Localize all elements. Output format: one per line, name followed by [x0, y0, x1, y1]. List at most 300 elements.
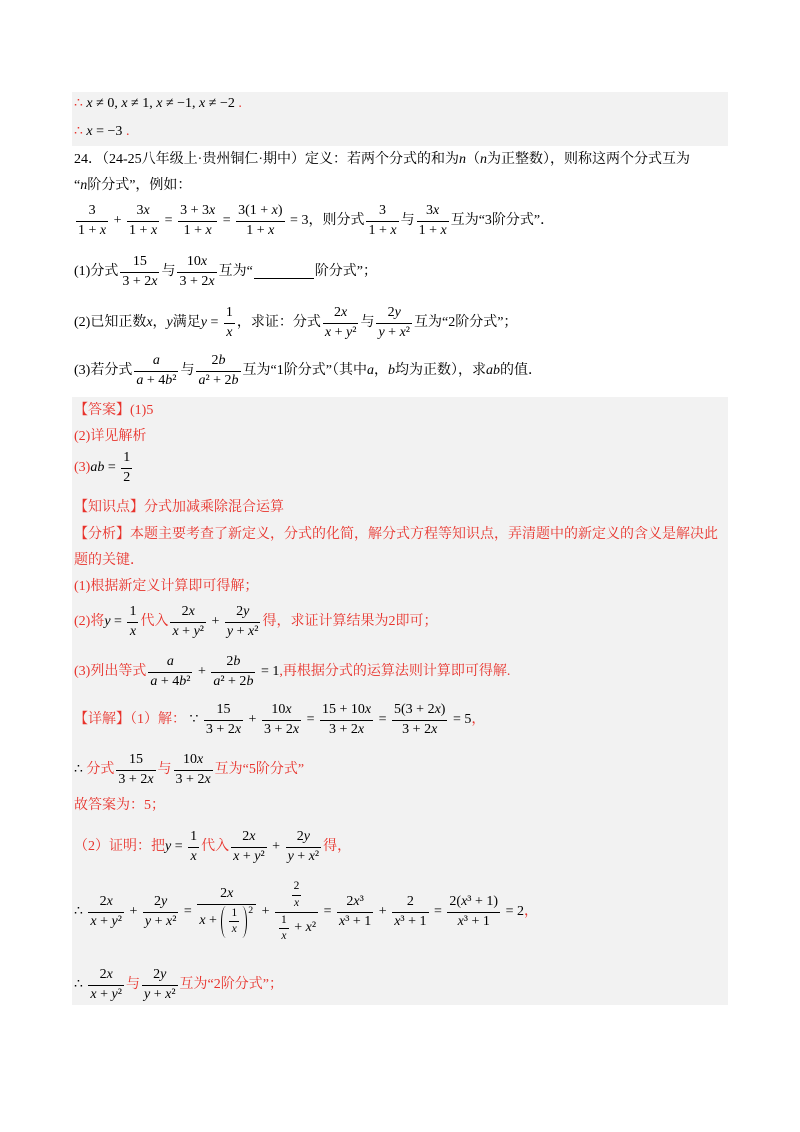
analysis-line-2	[74, 549, 144, 573]
math-variable: y	[111, 986, 118, 1002]
fraction	[392, 702, 447, 739]
math-expression: 1	[231, 906, 238, 919]
fraction-denominator	[148, 673, 192, 691]
fraction-denominator	[376, 324, 412, 342]
text-run: 【知识点】分式加减乘除混合运算	[74, 499, 284, 515]
fraction-numerator	[392, 702, 447, 721]
math-variable: x	[324, 324, 332, 340]
math-variable: x	[227, 885, 234, 901]
math-variable: x	[293, 896, 300, 909]
math-expression: 2b	[211, 352, 226, 368]
fraction-denominator	[417, 222, 449, 240]
text-run: 与	[360, 314, 375, 330]
text-run: 题的关键．	[74, 552, 144, 568]
text-run: 的值．	[499, 362, 542, 378]
math-expression: 1	[225, 304, 233, 320]
fraction-denominator	[392, 721, 447, 739]
fraction-numerator	[262, 702, 301, 721]
math-variable: b	[492, 362, 500, 378]
math-expression: 2y	[296, 828, 310, 844]
analysis-step-2	[74, 603, 437, 641]
detail-part-2-derivation	[74, 872, 538, 952]
fraction-numerator	[229, 907, 239, 923]
math-expression: x³ + 1	[394, 913, 427, 929]
math-variable: x	[156, 95, 163, 111]
fraction-numerator	[236, 203, 284, 222]
math-variable: b	[233, 653, 241, 669]
math-variable: x	[86, 123, 93, 139]
math-variable: x	[106, 893, 113, 909]
fraction-numerator	[204, 702, 243, 721]
math-expression: x = −3	[86, 123, 123, 139]
fraction-denominator	[76, 222, 108, 240]
math-variable: y	[303, 828, 310, 844]
fraction-numerator	[275, 880, 318, 913]
fraction	[279, 914, 289, 945]
math-expression	[388, 363, 395, 380]
text-run: ∴	[74, 95, 87, 111]
math-expression	[226, 325, 232, 342]
math-expression: =	[180, 903, 196, 919]
math-expression: =	[430, 903, 446, 919]
fraction-numerator	[225, 604, 261, 623]
math-variable: b	[179, 673, 187, 689]
fraction-denominator	[121, 469, 132, 487]
fraction	[275, 880, 318, 944]
text-run: 互为“	[218, 263, 253, 279]
question-intro-line-1	[74, 148, 690, 172]
math-variable: y	[254, 848, 261, 864]
math-variable: a	[198, 372, 206, 388]
answer-line	[74, 399, 153, 423]
math-expression: 3	[379, 202, 387, 218]
fraction-denominator	[134, 372, 178, 390]
math-variable: x	[200, 253, 208, 269]
fraction-numerator	[366, 203, 398, 222]
fraction-numerator	[392, 894, 428, 913]
fraction-denominator	[262, 721, 301, 739]
math-variable: x	[394, 913, 401, 929]
math-expression: 2y	[387, 304, 401, 320]
text-run: (2)详见解析	[74, 428, 147, 444]
question-part-1	[74, 253, 377, 291]
math-expression: = 5	[449, 711, 472, 727]
math-variable: x	[150, 222, 158, 238]
text-run: 互为“2阶分式”；	[413, 314, 518, 330]
math-expression	[167, 654, 174, 671]
detail-part-1-line-1	[74, 701, 485, 739]
math-variable: x	[165, 986, 172, 1002]
math-variable: x	[364, 701, 372, 717]
math-expression: =	[303, 711, 318, 727]
previous-solution-line-2	[74, 120, 129, 144]
group-content	[226, 906, 242, 939]
math-variable: n	[459, 151, 466, 167]
fraction-numerator	[188, 829, 199, 848]
math-variable: x	[248, 623, 255, 639]
math-expression: y + x²	[226, 623, 259, 639]
answer-part-2-line	[74, 425, 146, 449]
text-run: 与	[161, 263, 176, 279]
math-variable: x	[461, 893, 468, 909]
math-variable: y	[193, 623, 200, 639]
fraction-denominator	[120, 273, 159, 291]
fraction-denominator	[127, 222, 159, 240]
text-run: “	[74, 177, 81, 193]
math-variable: x	[143, 202, 150, 218]
math-expression: 2	[406, 893, 414, 909]
math-expression: a + 4b²	[150, 673, 191, 689]
math-expression: 3	[88, 202, 96, 218]
fraction	[231, 829, 267, 866]
math-variable: x	[146, 314, 153, 330]
math-variable: a	[90, 459, 98, 475]
fraction	[376, 305, 412, 342]
fraction	[88, 894, 124, 931]
fraction	[229, 907, 239, 938]
math-expression: 2(x³ + 1)	[449, 893, 499, 909]
text-run: 得，	[323, 838, 352, 854]
math-variable: a	[213, 673, 221, 689]
fraction-denominator	[204, 721, 243, 739]
text-run: (3)列出等式	[74, 663, 147, 679]
math-expression: 1 + x	[246, 222, 275, 238]
fraction	[447, 894, 500, 931]
math-variable: x	[208, 273, 215, 289]
math-variable: x	[457, 913, 464, 929]
math-expression: y =	[104, 613, 126, 629]
math-expression	[480, 152, 487, 169]
text-run: .	[234, 95, 242, 111]
math-expression	[294, 897, 299, 911]
math-variable: x	[231, 923, 237, 936]
math-expression: +	[125, 903, 141, 919]
math-expression	[459, 152, 466, 169]
text-run: （2）证明：把	[74, 838, 165, 854]
math-expression	[281, 930, 286, 944]
fraction-numerator	[231, 829, 267, 848]
math-expression: 10x	[271, 701, 292, 717]
detail-part-2-line-1	[74, 828, 351, 866]
math-variable: x	[233, 848, 240, 864]
text-run: .	[122, 123, 130, 139]
math-expression: 3 + 2x	[118, 771, 154, 787]
text-run: 与	[400, 212, 415, 228]
fraction-numerator	[127, 203, 159, 222]
math-expression	[232, 923, 237, 937]
math-variable: x	[129, 623, 137, 639]
math-variable: y	[378, 324, 385, 340]
fraction-numerator	[116, 752, 155, 771]
fraction	[143, 894, 179, 931]
math-expression: 2x³	[346, 893, 364, 909]
text-run: 得，求证计算结果为2即可；	[262, 613, 438, 629]
fraction	[127, 203, 159, 240]
fraction	[177, 254, 216, 291]
math-expression: a² + 2b	[198, 372, 239, 388]
math-expression: y =	[165, 838, 187, 854]
superscript: 2	[248, 904, 254, 916]
fraction	[188, 829, 199, 866]
math-variable: y	[161, 893, 168, 909]
math-variable: y	[104, 613, 111, 629]
math-variable: x	[440, 222, 447, 238]
math-expression: x³ + 1	[457, 913, 490, 929]
fraction	[366, 203, 398, 240]
math-variable: x	[281, 930, 287, 943]
math-expression: x + y²	[233, 848, 265, 864]
text-run: 均为正数），求	[394, 362, 486, 378]
math-expression: ∴	[74, 761, 87, 777]
math-expression: 3 + 2x	[263, 721, 300, 737]
fraction-denominator	[174, 771, 213, 789]
text-run: 互为“5阶分式”	[214, 761, 305, 777]
math-expression	[367, 363, 374, 380]
fraction-denominator	[292, 896, 302, 911]
math-expression: 2x	[334, 304, 348, 320]
fraction	[178, 203, 217, 240]
math-variable: b	[231, 372, 239, 388]
math-expression: 3 + 2x	[328, 721, 365, 737]
math-expression: +	[194, 663, 210, 679]
math-expression: x + y²	[172, 623, 204, 639]
text-run: (3)若分式	[74, 362, 133, 378]
text-run: ，	[373, 362, 388, 378]
math-variable: x	[305, 920, 312, 936]
math-expression: 2x	[99, 966, 113, 982]
math-variable: y	[394, 304, 401, 320]
math-variable: x	[199, 913, 206, 929]
math-variable: b	[97, 459, 105, 475]
math-variable: x	[204, 771, 211, 787]
math-variable: x	[433, 202, 440, 218]
text-run: 【分析】本题主要考查了新定义，分式的化简，解分式方程等知识点，弄清题中的新定义的含义是解决此	[74, 526, 718, 542]
math-expression: x + y²	[90, 913, 122, 929]
math-variable: a	[166, 653, 174, 669]
math-variable: x	[226, 324, 233, 340]
fraction	[225, 604, 261, 641]
math-expression: x³ + 1	[338, 913, 372, 929]
previous-solution-line-1	[74, 92, 242, 116]
math-expression: 5(3 + 2x)	[394, 701, 446, 717]
text-run: 阶分式”；	[314, 263, 378, 279]
question-example-line	[74, 202, 554, 240]
text-run: 与	[125, 976, 140, 992]
math-variable: x	[90, 913, 97, 929]
fraction-numerator	[279, 914, 289, 930]
text-run: ，	[471, 711, 486, 727]
fraction-numerator	[170, 604, 206, 623]
math-expression: 10x	[183, 751, 204, 767]
fraction-numerator	[127, 604, 138, 623]
text-run: 与	[180, 362, 195, 378]
math-expression: +	[375, 903, 391, 919]
detail-part-1-line-2	[74, 751, 304, 789]
math-variable: y	[166, 314, 173, 330]
math-expression: 1	[129, 603, 137, 619]
fraction-numerator	[320, 702, 373, 721]
fraction-denominator	[196, 372, 240, 390]
math-variable: b	[218, 352, 226, 368]
math-expression: 3 + 2x	[179, 273, 215, 289]
math-expression: 1	[190, 828, 198, 844]
fraction-numerator	[142, 967, 178, 986]
math-expression: 2x	[181, 603, 195, 619]
fraction-denominator	[236, 222, 284, 240]
math-variable: y	[243, 603, 250, 619]
math-variable: b	[387, 362, 395, 378]
fraction-denominator	[320, 721, 373, 739]
math-variable: x	[353, 893, 360, 909]
math-expression: +	[110, 212, 126, 228]
math-expression	[80, 178, 87, 195]
math-expression: a² + 2b	[213, 673, 254, 689]
math-expression: +	[258, 903, 273, 919]
fraction	[116, 752, 155, 789]
math-variable: a	[485, 362, 493, 378]
text-run: (2)已知正数	[74, 314, 147, 330]
fraction-numerator	[292, 880, 302, 896]
math-variable: y	[111, 913, 118, 929]
question-intro-line-2	[74, 174, 191, 198]
math-expression: = 1	[257, 663, 280, 679]
math-expression: ab =	[90, 459, 120, 475]
math-expression: +	[268, 838, 284, 854]
fraction-numerator	[196, 353, 240, 372]
math-variable: y	[144, 913, 152, 929]
fraction-numerator	[337, 894, 373, 913]
math-expression: 1	[281, 913, 287, 926]
text-run: 分式	[86, 761, 115, 777]
math-expression: a + 4b²	[136, 372, 177, 388]
text-run: (3)	[74, 459, 91, 475]
text-run: 24．（24-25八年级上·贵州铜仁·期中）定义：若两个分式的和为	[74, 151, 459, 167]
math-variable: y	[160, 966, 167, 982]
fraction-denominator	[127, 623, 138, 641]
math-variable: a	[366, 362, 374, 378]
fraction-denominator	[143, 913, 179, 931]
math-variable: y	[287, 848, 294, 864]
math-variable: x	[399, 324, 406, 340]
text-run: （	[466, 151, 480, 167]
math-expression: 2x	[220, 885, 234, 901]
math-variable: x	[338, 913, 346, 929]
math-variable: x	[190, 848, 197, 864]
fraction-numerator	[178, 203, 217, 222]
fraction-numerator	[197, 886, 256, 905]
fraction-denominator	[231, 848, 267, 866]
fraction-denominator	[177, 273, 216, 291]
fraction-denominator	[142, 986, 178, 1004]
detail-part-1-result	[74, 794, 165, 818]
fraction	[196, 353, 240, 390]
math-variable: x	[99, 222, 107, 238]
fraction-denominator	[88, 913, 124, 931]
fraction-numerator	[134, 353, 178, 372]
math-expression: y + x²	[143, 986, 176, 1002]
math-expression: x + y²	[324, 324, 357, 340]
math-expression: 3 + 2x	[175, 771, 211, 787]
math-variable: x	[292, 721, 300, 737]
math-variable: x	[308, 848, 315, 864]
math-expression: 3 + 2x	[205, 721, 242, 737]
analysis-line-1	[74, 523, 718, 547]
fraction	[417, 203, 449, 240]
fraction-numerator	[88, 894, 124, 913]
fraction-denominator	[178, 222, 217, 240]
text-run: (1)根据新定义计算即可得解；	[74, 578, 259, 594]
math-expression: 2y	[154, 893, 168, 909]
fraction-denominator	[88, 986, 124, 1004]
math-expression: =	[219, 212, 235, 228]
text-run: 【答案】(1)5	[74, 402, 154, 418]
text-run: (1)分式	[74, 263, 119, 279]
math-expression: 10x	[186, 253, 208, 269]
text-run: ，	[152, 314, 167, 330]
fraction-denominator	[197, 905, 256, 939]
parenthesized-group	[221, 906, 253, 939]
fraction-numerator	[417, 203, 449, 222]
analysis-step-3	[74, 653, 510, 691]
fraction	[224, 305, 235, 342]
math-expression: =	[161, 212, 177, 228]
fraction-denominator	[188, 848, 199, 866]
math-expression: 2y	[236, 603, 250, 619]
math-expression	[130, 624, 136, 641]
math-variable: x	[271, 202, 278, 218]
fraction-numerator	[447, 894, 500, 913]
fraction	[127, 604, 138, 641]
fraction-denominator	[224, 324, 235, 342]
text-run: (2)将	[74, 613, 105, 629]
math-variable: x	[234, 721, 242, 737]
math-expression: y =	[200, 314, 222, 330]
fraction-numerator	[120, 254, 159, 273]
math-expression: = 3	[286, 212, 309, 228]
math-variable: x	[268, 222, 275, 238]
fraction-denominator	[170, 623, 206, 641]
math-expression: 1 + x	[418, 222, 447, 238]
math-variable: y	[165, 838, 172, 854]
text-run: ，求证：分式	[236, 314, 321, 330]
math-variable: x	[249, 828, 256, 844]
text-run: 【详解】（1）解：	[74, 711, 186, 727]
text-run: 阶分式”，例如：	[87, 177, 192, 193]
text-run: 为正整数），则称这两个分式互为	[487, 151, 690, 167]
fraction	[142, 967, 178, 1004]
text-run: 互为“2阶分式”；	[179, 976, 283, 992]
fraction-denominator	[211, 673, 255, 691]
fraction-denominator	[225, 623, 261, 641]
fraction	[236, 203, 284, 240]
math-expression: y + x²	[144, 913, 177, 929]
fraction	[148, 654, 192, 691]
fraction	[197, 886, 256, 938]
math-variable: x	[121, 95, 128, 111]
fraction-numerator	[76, 203, 108, 222]
math-variable: a	[136, 372, 144, 388]
knowledge-point-line	[74, 496, 284, 520]
math-expression: 3x	[426, 202, 440, 218]
math-expression: 3 + 3x	[180, 202, 216, 218]
math-expression: 3x	[136, 202, 150, 218]
math-expression: 3 + 2x	[122, 273, 158, 289]
math-variable: y	[226, 623, 234, 639]
math-expression: ∴	[74, 976, 87, 992]
math-variable: x	[188, 603, 195, 619]
fraction-numerator	[323, 305, 359, 324]
fraction-numerator	[121, 450, 132, 469]
